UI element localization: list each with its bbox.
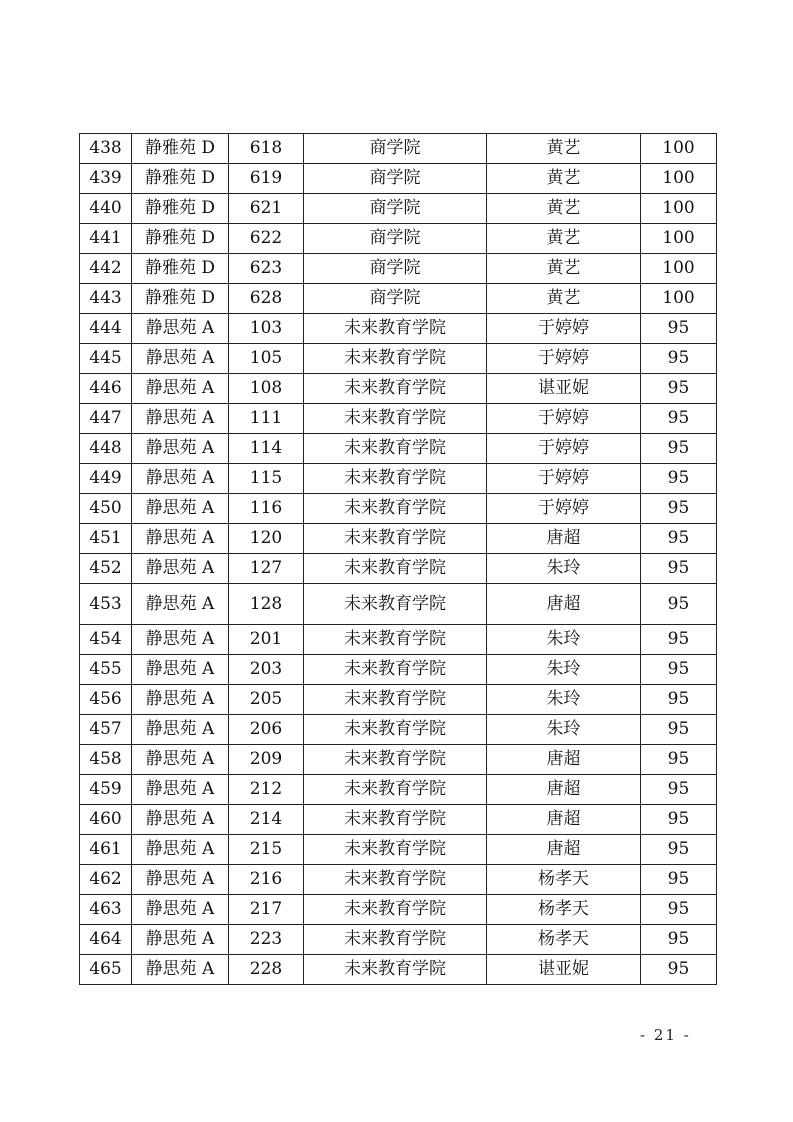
college-cell: 商学院 xyxy=(304,194,487,224)
room-cell: 116 xyxy=(229,494,304,524)
room-cell: 619 xyxy=(229,164,304,194)
college-cell: 未来教育学院 xyxy=(304,715,487,745)
building-cell: 静雅苑 D xyxy=(132,134,229,164)
college-cell: 商学院 xyxy=(304,224,487,254)
row-index-cell: 451 xyxy=(80,524,132,554)
college-cell: 未来教育学院 xyxy=(304,895,487,925)
building-cell: 静雅苑 D xyxy=(132,164,229,194)
row-index-cell: 452 xyxy=(80,554,132,584)
building-cell: 静思苑 A xyxy=(132,344,229,374)
college-cell: 未来教育学院 xyxy=(304,524,487,554)
score-cell: 100 xyxy=(641,254,717,284)
table-row xyxy=(80,434,717,464)
staff-name-cell: 朱玲 xyxy=(487,625,641,655)
staff-name-cell: 朱玲 xyxy=(487,685,641,715)
college-cell: 未来教育学院 xyxy=(304,625,487,655)
building-cell: 静思苑 A xyxy=(132,625,229,655)
row-index-cell: 457 xyxy=(80,715,132,745)
college-cell: 未来教育学院 xyxy=(304,314,487,344)
room-cell: 103 xyxy=(229,314,304,344)
room-cell: 105 xyxy=(229,344,304,374)
building-cell: 静思苑 A xyxy=(132,314,229,344)
score-cell: 100 xyxy=(641,284,717,314)
row-index-cell: 440 xyxy=(80,194,132,224)
staff-name-cell: 杨孝天 xyxy=(487,925,641,955)
score-cell: 95 xyxy=(641,955,717,985)
row-index-cell: 455 xyxy=(80,655,132,685)
score-cell: 95 xyxy=(641,865,717,895)
score-cell: 95 xyxy=(641,434,717,464)
college-cell: 未来教育学院 xyxy=(304,584,487,625)
room-cell: 228 xyxy=(229,955,304,985)
room-cell: 217 xyxy=(229,895,304,925)
building-cell: 静雅苑 D xyxy=(132,194,229,224)
table-row xyxy=(80,805,717,835)
score-cell: 95 xyxy=(641,655,717,685)
row-index-cell: 445 xyxy=(80,344,132,374)
building-cell: 静雅苑 D xyxy=(132,224,229,254)
building-cell: 静思苑 A xyxy=(132,584,229,625)
building-cell: 静思苑 A xyxy=(132,955,229,985)
score-cell: 95 xyxy=(641,625,717,655)
staff-name-cell: 于婷婷 xyxy=(487,464,641,494)
table-row xyxy=(80,404,717,434)
college-cell: 未来教育学院 xyxy=(304,865,487,895)
score-cell: 95 xyxy=(641,745,717,775)
building-cell: 静思苑 A xyxy=(132,554,229,584)
staff-name-cell: 唐超 xyxy=(487,775,641,805)
building-cell: 静思苑 A xyxy=(132,745,229,775)
row-index-cell: 439 xyxy=(80,164,132,194)
row-index-cell: 463 xyxy=(80,895,132,925)
staff-name-cell: 黄艺 xyxy=(487,194,641,224)
building-cell: 静雅苑 D xyxy=(132,284,229,314)
row-index-cell: 456 xyxy=(80,685,132,715)
table-row xyxy=(80,584,717,625)
table-row xyxy=(80,835,717,865)
room-cell: 223 xyxy=(229,925,304,955)
staff-name-cell: 黄艺 xyxy=(487,284,641,314)
college-cell: 未来教育学院 xyxy=(304,955,487,985)
staff-name-cell: 黄艺 xyxy=(487,254,641,284)
building-cell: 静思苑 A xyxy=(132,865,229,895)
page-number: - 21 - xyxy=(640,1026,691,1044)
row-index-cell: 458 xyxy=(80,745,132,775)
staff-name-cell: 朱玲 xyxy=(487,554,641,584)
score-cell: 95 xyxy=(641,775,717,805)
building-cell: 静思苑 A xyxy=(132,464,229,494)
table-row xyxy=(80,314,717,344)
building-cell: 静思苑 A xyxy=(132,494,229,524)
college-cell: 未来教育学院 xyxy=(304,464,487,494)
college-cell: 未来教育学院 xyxy=(304,745,487,775)
room-cell: 216 xyxy=(229,865,304,895)
row-index-cell: 460 xyxy=(80,805,132,835)
table-row xyxy=(80,745,717,775)
row-index-cell: 446 xyxy=(80,374,132,404)
score-cell: 100 xyxy=(641,194,717,224)
staff-name-cell: 黄艺 xyxy=(487,164,641,194)
table-row xyxy=(80,224,717,254)
table-row xyxy=(80,194,717,224)
staff-name-cell: 谌亚妮 xyxy=(487,955,641,985)
building-cell: 静思苑 A xyxy=(132,434,229,464)
room-cell: 203 xyxy=(229,655,304,685)
staff-name-cell: 杨孝天 xyxy=(487,895,641,925)
row-index-cell: 448 xyxy=(80,434,132,464)
table-row xyxy=(80,655,717,685)
room-cell: 212 xyxy=(229,775,304,805)
college-cell: 未来教育学院 xyxy=(304,494,487,524)
score-cell: 100 xyxy=(641,134,717,164)
staff-name-cell: 杨孝天 xyxy=(487,865,641,895)
room-cell: 108 xyxy=(229,374,304,404)
building-cell: 静思苑 A xyxy=(132,895,229,925)
score-cell: 95 xyxy=(641,805,717,835)
room-cell: 115 xyxy=(229,464,304,494)
room-cell: 618 xyxy=(229,134,304,164)
table-row xyxy=(80,524,717,554)
staff-name-cell: 朱玲 xyxy=(487,715,641,745)
table-row xyxy=(80,284,717,314)
score-cell: 95 xyxy=(641,494,717,524)
score-cell: 95 xyxy=(641,835,717,865)
college-cell: 未来教育学院 xyxy=(304,434,487,464)
room-cell: 206 xyxy=(229,715,304,745)
college-cell: 未来教育学院 xyxy=(304,655,487,685)
score-cell: 95 xyxy=(641,344,717,374)
college-cell: 商学院 xyxy=(304,134,487,164)
room-cell: 120 xyxy=(229,524,304,554)
score-cell: 100 xyxy=(641,224,717,254)
room-cell: 622 xyxy=(229,224,304,254)
row-index-cell: 449 xyxy=(80,464,132,494)
college-cell: 未来教育学院 xyxy=(304,925,487,955)
score-cell: 95 xyxy=(641,524,717,554)
row-index-cell: 447 xyxy=(80,404,132,434)
room-cell: 214 xyxy=(229,805,304,835)
table-row xyxy=(80,254,717,284)
row-index-cell: 459 xyxy=(80,775,132,805)
room-cell: 128 xyxy=(229,584,304,625)
score-cell: 100 xyxy=(641,164,717,194)
building-cell: 静思苑 A xyxy=(132,715,229,745)
room-cell: 201 xyxy=(229,625,304,655)
staff-name-cell: 黄艺 xyxy=(487,134,641,164)
table-row xyxy=(80,955,717,985)
row-index-cell: 462 xyxy=(80,865,132,895)
college-cell: 商学院 xyxy=(304,254,487,284)
score-cell: 95 xyxy=(641,925,717,955)
staff-name-cell: 唐超 xyxy=(487,835,641,865)
score-cell: 95 xyxy=(641,895,717,925)
college-cell: 未来教育学院 xyxy=(304,685,487,715)
room-cell: 205 xyxy=(229,685,304,715)
college-cell: 未来教育学院 xyxy=(304,374,487,404)
score-cell: 95 xyxy=(641,374,717,404)
room-cell: 623 xyxy=(229,254,304,284)
college-cell: 商学院 xyxy=(304,284,487,314)
row-index-cell: 454 xyxy=(80,625,132,655)
row-index-cell: 441 xyxy=(80,224,132,254)
building-cell: 静雅苑 D xyxy=(132,254,229,284)
row-index-cell: 443 xyxy=(80,284,132,314)
staff-name-cell: 朱玲 xyxy=(487,655,641,685)
score-cell: 95 xyxy=(641,685,717,715)
building-cell: 静思苑 A xyxy=(132,925,229,955)
building-cell: 静思苑 A xyxy=(132,805,229,835)
room-cell: 628 xyxy=(229,284,304,314)
college-cell: 未来教育学院 xyxy=(304,805,487,835)
table-row xyxy=(80,464,717,494)
score-cell: 95 xyxy=(641,715,717,745)
room-cell: 111 xyxy=(229,404,304,434)
staff-name-cell: 于婷婷 xyxy=(487,494,641,524)
staff-name-cell: 于婷婷 xyxy=(487,434,641,464)
row-index-cell: 450 xyxy=(80,494,132,524)
building-cell: 静思苑 A xyxy=(132,685,229,715)
row-index-cell: 461 xyxy=(80,835,132,865)
table-row xyxy=(80,374,717,404)
row-index-cell: 453 xyxy=(80,584,132,625)
college-cell: 商学院 xyxy=(304,164,487,194)
staff-name-cell: 黄艺 xyxy=(487,224,641,254)
table-row xyxy=(80,494,717,524)
score-cell: 95 xyxy=(641,584,717,625)
staff-name-cell: 唐超 xyxy=(487,745,641,775)
row-index-cell: 438 xyxy=(80,134,132,164)
staff-name-cell: 谌亚妮 xyxy=(487,374,641,404)
building-cell: 静思苑 A xyxy=(132,655,229,685)
staff-name-cell: 于婷婷 xyxy=(487,404,641,434)
building-cell: 静思苑 A xyxy=(132,524,229,554)
building-cell: 静思苑 A xyxy=(132,775,229,805)
score-cell: 95 xyxy=(641,464,717,494)
room-cell: 114 xyxy=(229,434,304,464)
room-cell: 621 xyxy=(229,194,304,224)
staff-name-cell: 于婷婷 xyxy=(487,314,641,344)
table-row xyxy=(80,865,717,895)
room-cell: 215 xyxy=(229,835,304,865)
dorm-score-table xyxy=(79,133,717,985)
row-index-cell: 444 xyxy=(80,314,132,344)
score-cell: 95 xyxy=(641,404,717,434)
table-row xyxy=(80,685,717,715)
room-cell: 209 xyxy=(229,745,304,775)
row-index-cell: 464 xyxy=(80,925,132,955)
table-row xyxy=(80,625,717,655)
room-cell: 127 xyxy=(229,554,304,584)
table-body xyxy=(80,134,717,985)
score-cell: 95 xyxy=(641,314,717,344)
building-cell: 静思苑 A xyxy=(132,835,229,865)
table-row xyxy=(80,715,717,745)
table-row xyxy=(80,344,717,374)
table-row xyxy=(80,895,717,925)
building-cell: 静思苑 A xyxy=(132,404,229,434)
table-row xyxy=(80,134,717,164)
college-cell: 未来教育学院 xyxy=(304,835,487,865)
row-index-cell: 465 xyxy=(80,955,132,985)
staff-name-cell: 唐超 xyxy=(487,805,641,835)
staff-name-cell: 唐超 xyxy=(487,584,641,625)
row-index-cell: 442 xyxy=(80,254,132,284)
table-row xyxy=(80,164,717,194)
building-cell: 静思苑 A xyxy=(132,374,229,404)
table-row xyxy=(80,775,717,805)
staff-name-cell: 于婷婷 xyxy=(487,344,641,374)
college-cell: 未来教育学院 xyxy=(304,404,487,434)
table-row xyxy=(80,925,717,955)
score-cell: 95 xyxy=(641,554,717,584)
college-cell: 未来教育学院 xyxy=(304,554,487,584)
staff-name-cell: 唐超 xyxy=(487,524,641,554)
table-row xyxy=(80,554,717,584)
college-cell: 未来教育学院 xyxy=(304,344,487,374)
college-cell: 未来教育学院 xyxy=(304,775,487,805)
